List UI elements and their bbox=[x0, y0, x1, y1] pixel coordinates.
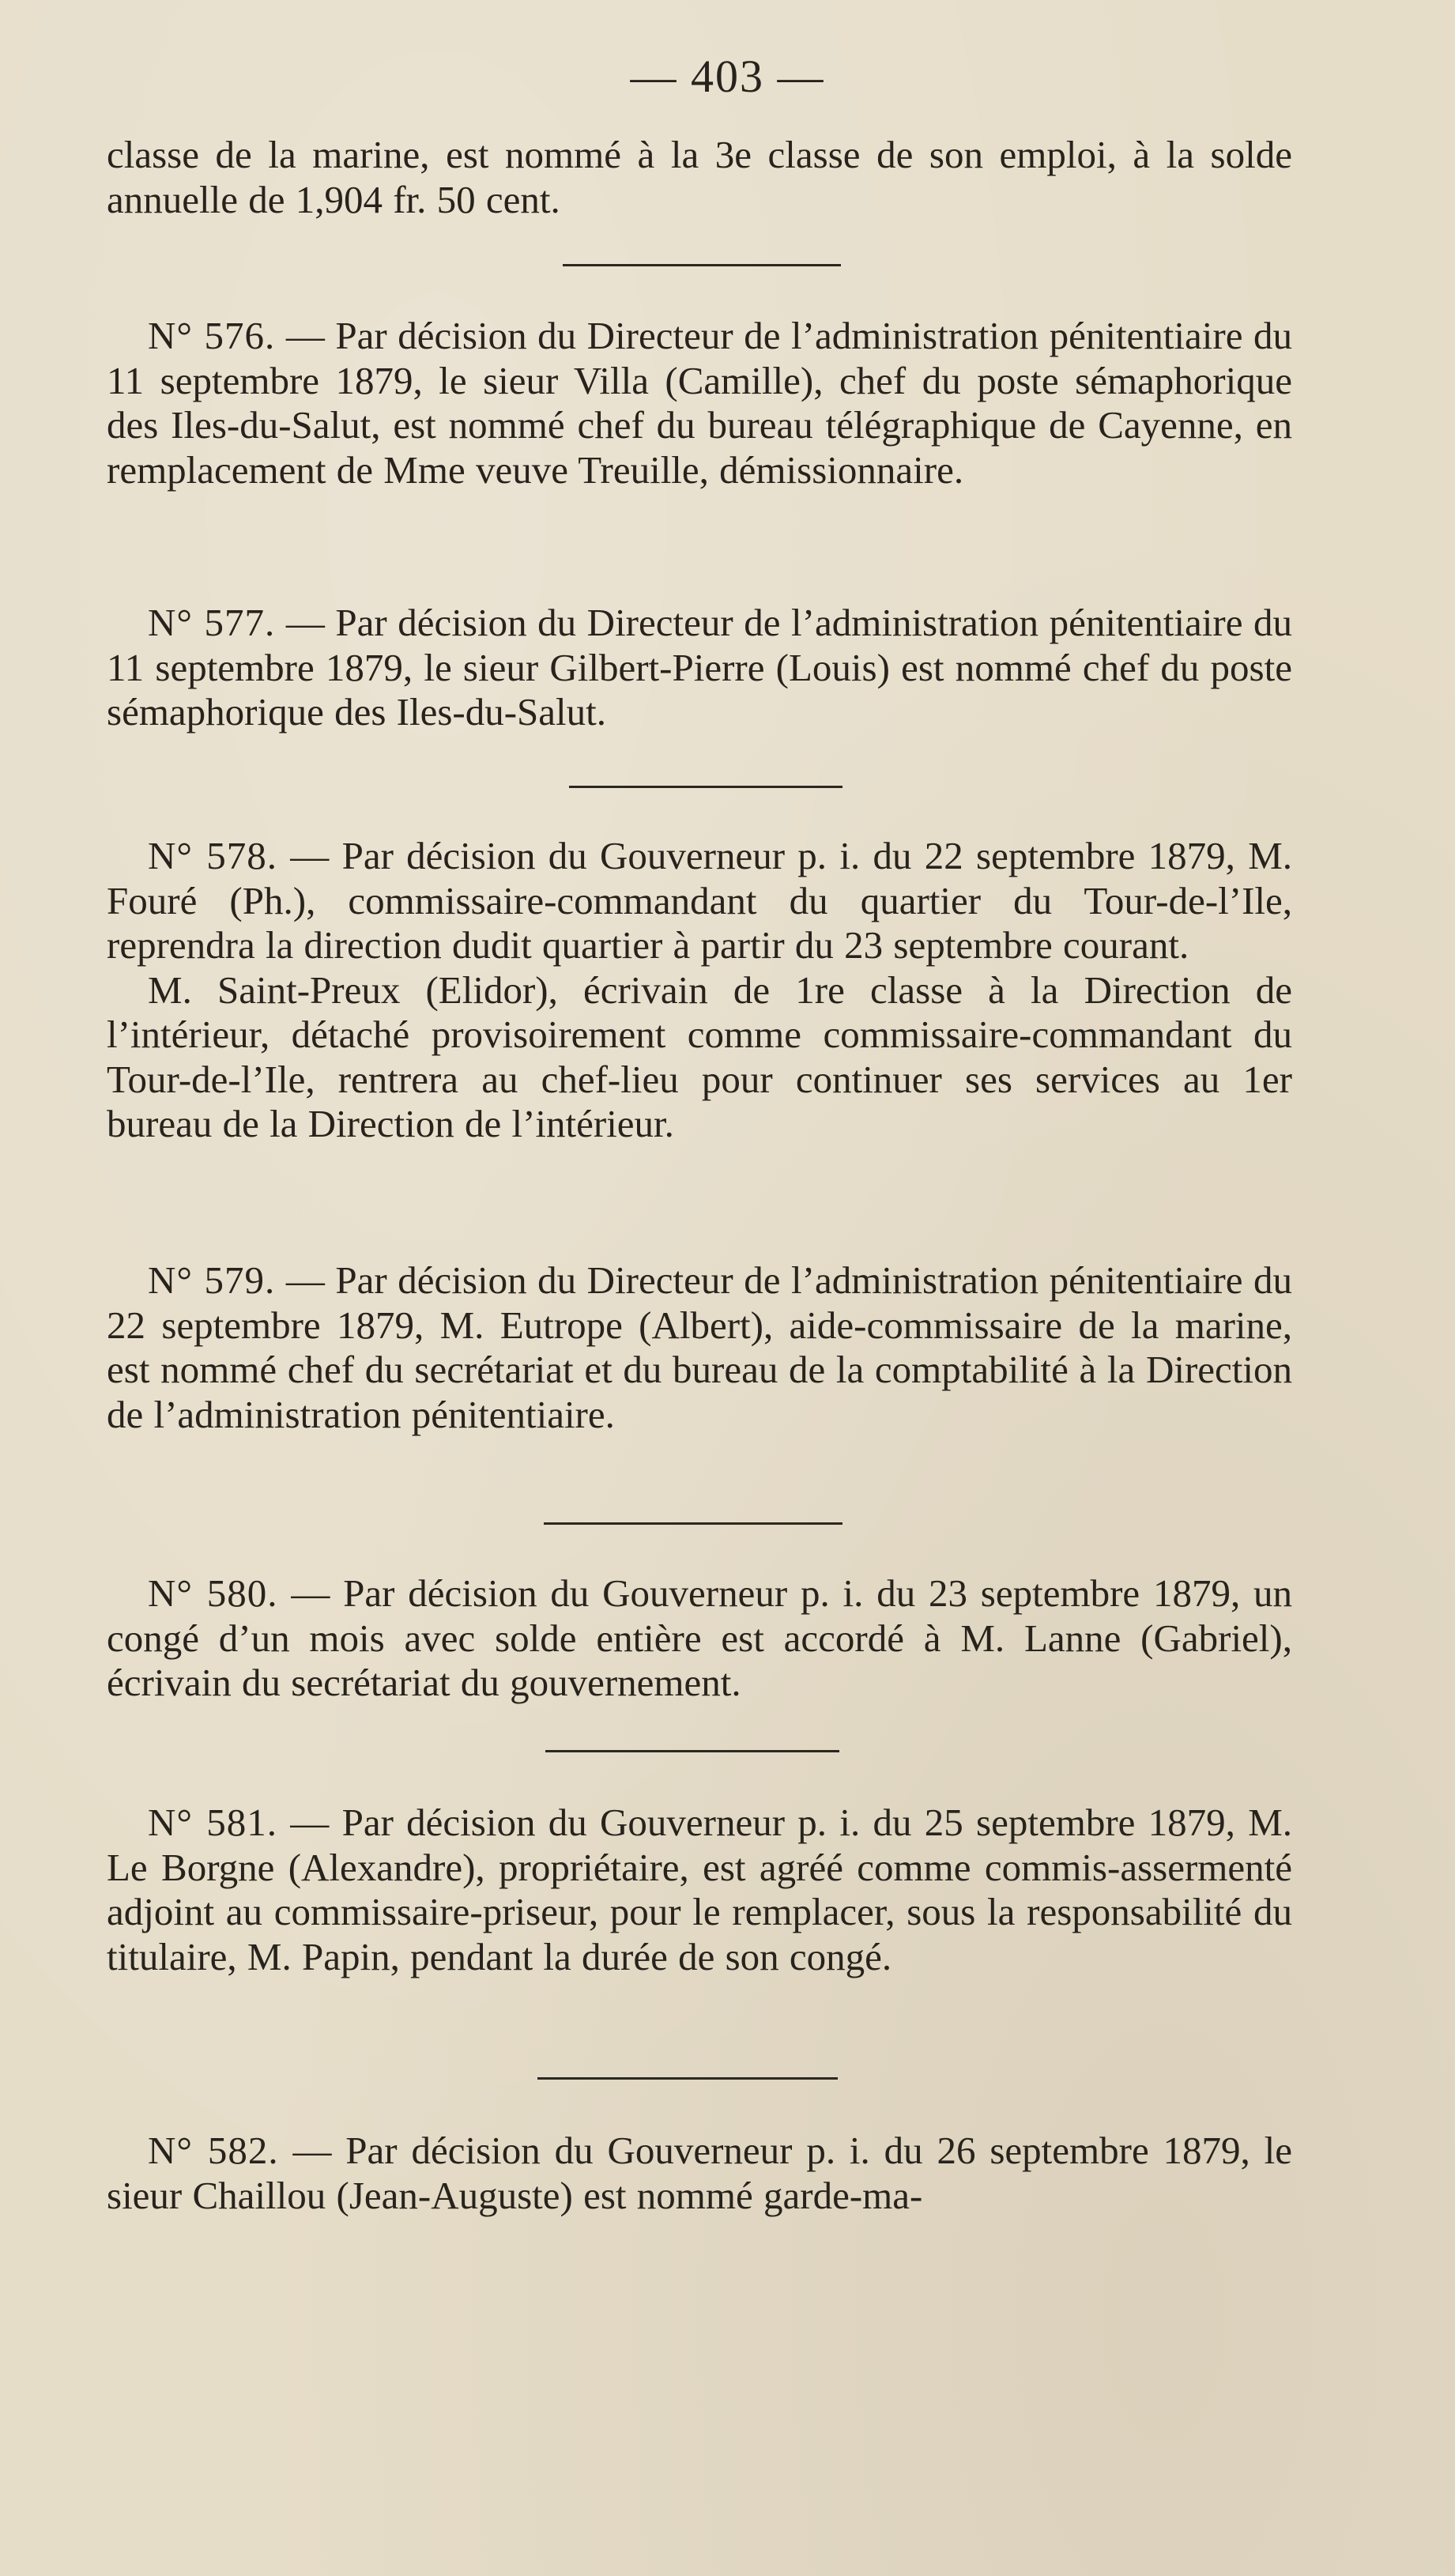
entry-paragraph bbox=[107, 314, 1292, 492]
entry-paragraph bbox=[107, 601, 1292, 735]
entry-number: N° 576. bbox=[148, 314, 276, 357]
entry-text: — Par décision du Gouverneur p. i. du 25 septembre 1879, M. Le Borgne (Alexandre), propriétaire, est agréé comme commis-assermenté adjoint au commissaire-priseur, pour le remplacer, sous la responsabilité du titulaire, M. Papin, pendant la durée de son congé. bbox=[107, 1801, 1293, 1978]
separator-rule bbox=[544, 1522, 842, 1525]
entry-580 bbox=[107, 1571, 1292, 1706]
separator-rule bbox=[569, 786, 842, 788]
entry-text: — Par décision du Directeur de l’administration pénitentiaire du 11 septembre 1879, le sieur Villa (Camille), chef du poste sémaphorique des Iles-du-Salut, est nommé chef du bureau télégraphique de Cayenne, en remplacement de Mme veuve Treuille, démissionnaire. bbox=[107, 314, 1293, 492]
entry-number: N° 582. bbox=[148, 2129, 279, 2172]
entry-number: N° 577. bbox=[148, 601, 276, 644]
entry-paragraph bbox=[107, 834, 1292, 968]
entry-text: — Par décision du Directeur de l’administration pénitentiaire du 22 septembre 1879, M. Eutrope (Albert), aide-commissaire de la marine, est nommé chef du secrétariat et du bureau de la comptabilité à la Direction de l’administration pénitentiaire. bbox=[107, 1258, 1293, 1436]
separator-rule bbox=[563, 264, 841, 266]
separator-rule bbox=[537, 2077, 838, 2080]
entry-text: — Par décision du Directeur de l’administration pénitentiaire du 11 septembre 1879, le sieur Gilbert-Pierre (Louis) est nommé chef du poste sémaphorique des Iles-du-Salut. bbox=[107, 601, 1293, 734]
entry-576 bbox=[107, 314, 1292, 492]
entry-paragraph: classe de la marine, est nommé à la 3e classe de son emploi, à la solde annuelle de 1,904 fr. 50 cent. bbox=[107, 133, 1292, 221]
entry-text: — Par décision du Gouverneur p. i. du 23 septembre 1879, un congé d’un mois avec solde entière est accordé à M. Lanne (Gabriel), écrivain du secrétariat du gouvernement. bbox=[107, 1571, 1293, 1704]
entry-579 bbox=[107, 1258, 1292, 1437]
entry-578 bbox=[107, 834, 1292, 1147]
separator-rule bbox=[545, 1750, 839, 1752]
entry-paragraph bbox=[107, 2129, 1292, 2218]
entry-number: N° 580. bbox=[148, 1571, 278, 1615]
entry-577 bbox=[107, 601, 1292, 735]
entry-582 bbox=[107, 2129, 1292, 2218]
entry-paragraph: M. Saint-Preux (Elidor), écrivain de 1re classe à la Direction de l’intérieur, détaché provisoirement comme commissaire-commandant du Tour-de-l’Ile, rentrera au chef-lieu pour continuer ses services au 1er bureau de la Direction de l’intérieur. bbox=[107, 967, 1292, 1145]
entry-text: — Par décision du Gouverneur p. i. du 26 septembre 1879, le sieur Chaillou (Jean-Auguste) est nommé garde-ma- bbox=[107, 2129, 1293, 2217]
entry-number: N° 578. bbox=[148, 834, 278, 877]
entry-number: N° 581. bbox=[148, 1801, 278, 1844]
entry-paragraph bbox=[107, 1801, 1292, 1979]
entry-paragraph bbox=[107, 1571, 1292, 1706]
entry-carry-over bbox=[107, 133, 1292, 222]
page-number: — 403 — bbox=[630, 51, 825, 102]
entry-number: N° 579. bbox=[148, 1258, 276, 1302]
entry-text: — Par décision du Gouverneur p. i. du 22 septembre 1879, M. Fouré (Ph.), commissaire-commandant du quartier du Tour-de-l’Ile, reprendra la direction dudit quartier à partir du 23 septembre courant. bbox=[107, 834, 1293, 967]
entry-paragraph bbox=[107, 1258, 1292, 1437]
entry-581 bbox=[107, 1801, 1292, 1979]
